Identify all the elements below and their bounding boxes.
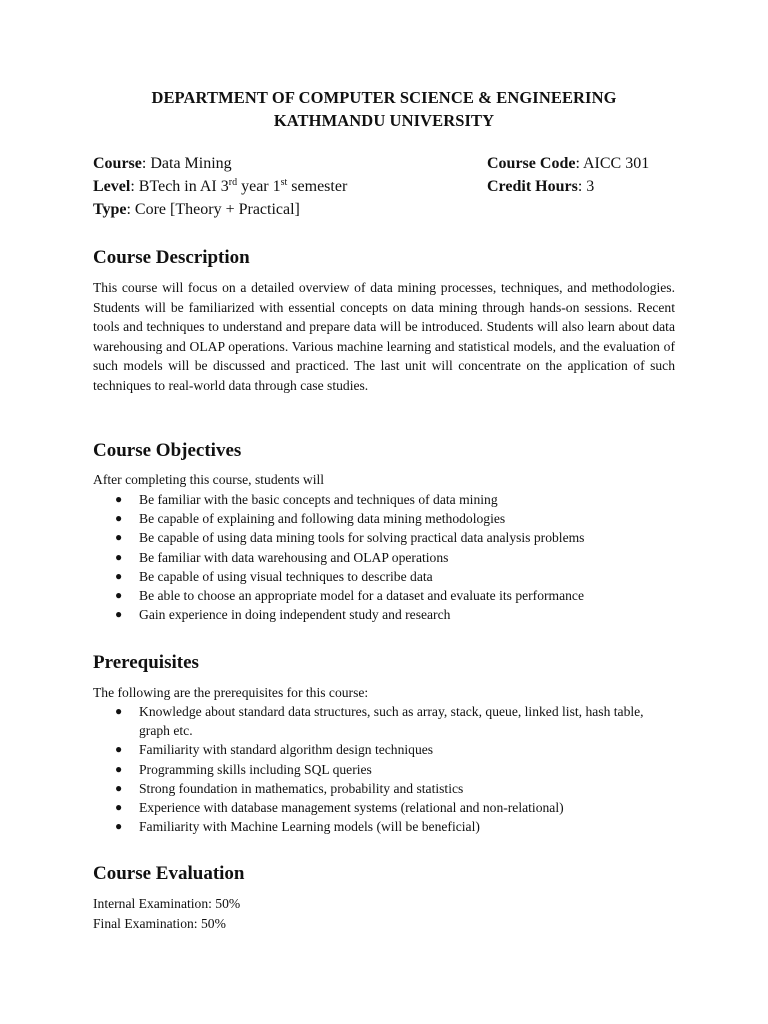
objective-item-text: Be familiar with the basic concepts and techniques of data mining xyxy=(139,492,498,507)
prerequisite-item-text: Familiarity with standard algorithm design techniques xyxy=(139,742,434,758)
objective-item-text: Be capable of using visual techniques to describe data xyxy=(139,568,433,584)
bullet-icon: ● xyxy=(115,780,123,795)
prerequisite-item xyxy=(93,702,675,740)
objective-item xyxy=(93,509,675,528)
prerequisite-item xyxy=(93,798,675,817)
prerequisite-item xyxy=(93,760,675,779)
bullet-icon: ● xyxy=(115,492,123,506)
objective-item xyxy=(93,586,675,605)
objective-item xyxy=(93,490,675,509)
course-description-heading: Course Description xyxy=(93,247,250,268)
level-sup-semester: st xyxy=(280,177,288,188)
objective-item-text: Gain experience in doing independent study and research xyxy=(139,607,451,623)
bullet-icon: ● xyxy=(115,530,123,545)
course-objectives-heading: Course Objectives xyxy=(93,440,242,461)
prerequisite-item xyxy=(93,740,675,759)
credit-hours-line xyxy=(487,178,594,196)
credit-hours-label: Credit Hours xyxy=(487,178,578,195)
university-title: KATHMANDU UNIVERSITY xyxy=(273,111,495,130)
bullet-icon: ● xyxy=(115,607,123,622)
objective-item xyxy=(93,528,675,547)
course-code-label: Course Code xyxy=(487,155,576,172)
course-label: Course xyxy=(93,155,142,172)
objective-item-text: Be able to choose an appropriate model for a dataset and evaluate its performance xyxy=(139,588,585,604)
objective-item-text: Be familiar with data warehousing and OLAP operations xyxy=(139,549,449,565)
prerequisites-list xyxy=(93,702,675,836)
course-evaluation-heading: Course Evaluation xyxy=(93,863,245,884)
prerequisite-item-text: Familiarity with Machine Learning models (will be beneficial) xyxy=(139,819,480,835)
bullet-icon: ● xyxy=(115,819,123,834)
objectives-intro: After completing this course, students will xyxy=(93,472,325,487)
objective-item-text: Be capable of explaining and following data mining methodologies xyxy=(139,511,506,527)
prerequisite-item xyxy=(93,779,675,798)
final-exam-weight: Final Examination: 50% xyxy=(93,916,226,931)
objective-item xyxy=(93,605,675,624)
objective-item xyxy=(93,567,675,586)
course-value: : Data Mining xyxy=(141,155,232,172)
level-line xyxy=(93,178,347,196)
type-label: Type xyxy=(93,201,127,218)
course-code-line xyxy=(487,155,649,173)
internal-exam-weight: Internal Examination: 50% xyxy=(93,896,241,911)
prerequisites-intro: The following are the prerequisites for this course: xyxy=(93,685,369,700)
bullet-icon: ● xyxy=(115,761,123,776)
prerequisite-item-text: Programming skills including SQL queries xyxy=(139,761,372,777)
bullet-icon: ● xyxy=(115,800,123,815)
bullet-icon: ● xyxy=(115,568,123,583)
bullet-icon: ● xyxy=(115,704,123,718)
course-code-value: : AICC 301 xyxy=(575,155,650,172)
level-label: Level xyxy=(93,178,131,195)
department-title: DEPARTMENT OF COMPUTER SCIENCE & ENGINEERING xyxy=(151,88,617,107)
course-description-text: This course will focus on a detailed overview of data mining processes, techniques, and methodologies. Students will be familiarized with essential concepts on data mining through hands-on sessions. Recent tools and techniques to understand and prepare data will be introduced. Students will also learn about data warehousing and OLAP operations. Various machine learning and statistical models, and the evaluation of such models will be discussed and practiced. The last unit will concentrate on the application of such techniques to real-world data through case studies. xyxy=(93,280,675,393)
type-line xyxy=(93,201,300,219)
level-sup-year: rd xyxy=(228,177,238,188)
objectives-list xyxy=(93,490,675,624)
prerequisite-item xyxy=(93,817,675,836)
bullet-icon: ● xyxy=(115,511,123,526)
credit-hours-value: : 3 xyxy=(577,178,595,195)
prerequisites-heading: Prerequisites xyxy=(93,652,199,673)
bullet-icon: ● xyxy=(115,588,123,603)
prerequisite-item-text: Knowledge about standard data structures, such as array, stack, queue, linked list, hash table, graph etc. xyxy=(139,704,644,739)
level-mid: year 1 xyxy=(237,178,281,195)
prerequisite-item-text: Strong foundation in mathematics, probability and statistics xyxy=(139,780,464,796)
type-value: : Core [Theory + Practical] xyxy=(126,201,300,218)
prerequisite-item-text: Experience with database management systems (relational and non-relational) xyxy=(139,800,564,816)
objective-item-text: Be capable of using data mining tools for solving practical data analysis problems xyxy=(139,530,585,546)
course-name-line xyxy=(93,155,232,173)
bullet-icon: ● xyxy=(115,742,123,757)
objective-item xyxy=(93,548,675,567)
bullet-icon: ● xyxy=(115,549,123,564)
level-suffix: semester xyxy=(287,178,348,195)
level-prefix: : BTech in AI 3 xyxy=(130,178,229,195)
